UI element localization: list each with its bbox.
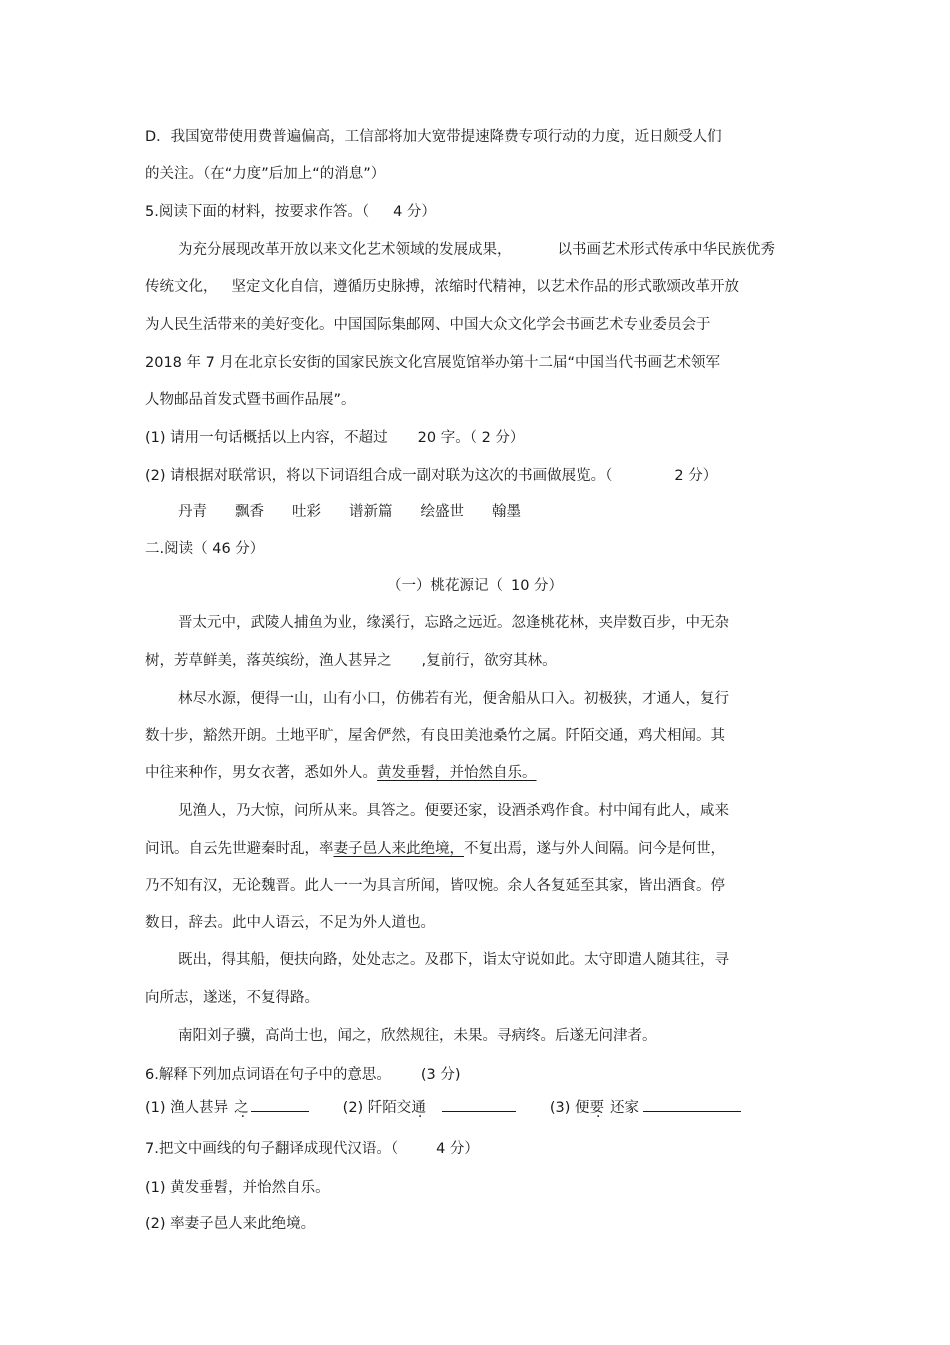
couplet-word: 翰墨 <box>492 504 521 520</box>
q5-sub-question-1: (1) 请用一句话概括以上内容，不超过 20 字。（ 2 分） <box>145 430 525 446</box>
passage-line: 中往来种作，男女衣著，悉如外人。黄发垂髫，并怡然自乐。 <box>145 763 581 783</box>
q5-paragraph-line: 为充分展现改革开放以来文化艺术领域的发展成果， 以书画艺术形式传承中华民族优秀 <box>178 242 775 258</box>
couplet-word: 丹青 <box>178 504 207 520</box>
q5-paragraph-line: 为人民生活带来的美好变化。中国国际集邮网、中国大众文化学会书画艺术专业委员会于 <box>145 317 711 333</box>
passage-line: 问讯。自云先世避秦时乱，率妻子邑人来此绝境，不复出焉，遂与外人间隔。问今是何世， <box>145 841 725 857</box>
answer-blank[interactable] <box>251 1097 309 1112</box>
d-option-line-1: D．我国宽带使用费普遍偏高，工信部将加大宽带提速降费专项行动的力度，近日颇受人们 <box>145 129 722 145</box>
passage-line: 数日，辞去。此中人语云，不足为外人道也。 <box>145 915 435 931</box>
answer-blank[interactable] <box>442 1097 516 1112</box>
d-option-line-2: 的关注。（在“力度”后加上“的消息”） <box>145 166 386 182</box>
passage-line: 乃不知有汉，无论魏晋。此人一一为具言所闻，皆叹惋。余人各复延至其家，皆出酒食。停 <box>145 878 725 894</box>
q5-sub-question-2: (2) 请根据对联常识，将以下词语组合成一副对联为这次的书画做展览。（ 2 分） <box>145 468 718 484</box>
passage-line: 见渔人，乃大惊，问所从来。具答之。便要还家，设酒杀鸡作食。村中闻有此人，咸来 <box>178 803 729 819</box>
couplet-word: 绘盛世 <box>420 504 464 520</box>
question-7-item-1: (1) 黄发垂髫，并怡然自乐。 <box>145 1180 330 1196</box>
question-7-title: 7.把文中画线的句子翻译成现代汉语。（ 4 分） <box>145 1141 479 1157</box>
passage-line: 树，芳草鲜美，落英缤纷，渔人甚异之 ,复前行，欲穷其林。 <box>145 653 557 669</box>
question-6-items: (1) 渔人甚异 之 (2) 阡陌交通 (3) 便要 还家 <box>145 1097 741 1118</box>
section-2-title: 二.阅读（ 46 分） <box>145 541 265 557</box>
passage-line: 向所志，遂迷，不复得路。 <box>145 990 319 1006</box>
passage-line: 数十步，豁然开朗。土地平旷，屋舍俨然，有良田美池桑竹之属。阡陌交通，鸡犬相闻。其 <box>145 728 725 744</box>
passage-line: 晋太元中，武陵人捕鱼为业，缘溪行，忘路之远近。忽逢桃花林，夹岸数百步，中无杂 <box>178 615 729 631</box>
question-5-title: 5.阅读下面的材料，按要求作答。（ 4 分） <box>145 204 436 220</box>
q5-paragraph-line: 2018 年 7 月在北京长安街的国家民族文化宫展览馆举办第十二届“中国当代书画艺术领军 <box>145 355 720 371</box>
answer-blank[interactable] <box>643 1097 741 1112</box>
q5-paragraph-line: 传统文化， 坚定文化自信，遵循历史脉搏，浓缩时代精神，以艺术作品的形式歌颂改革开放 <box>145 279 739 295</box>
passage-line: 林尽水源，便得一山，山有小口，仿佛若有光，便舍船从口入。初极狭，才通人，复行 <box>178 691 729 707</box>
q5-paragraph-line: 人物邮品首发式暨书画作品展”。 <box>145 392 356 408</box>
couplet-word: 谱新篇 <box>349 504 393 520</box>
question-7-item-2: (2) 率妻子邑人来此绝境。 <box>145 1216 316 1232</box>
couplet-word-list <box>178 502 549 522</box>
passage-line: 南阳刘子骥，高尚士也，闻之，欣然规往，未果。寻病终。后遂无问津者。 <box>178 1028 657 1044</box>
question-6-title: 6.解释下列加点词语在句子中的意思。 (3 分) <box>145 1067 461 1083</box>
couplet-word: 飘香 <box>235 504 264 520</box>
couplet-word: 吐彩 <box>292 504 321 520</box>
passage-title: （一）桃花源记（ 10 分） <box>386 578 564 594</box>
underlined-sentence: 妻子邑人来此绝境， <box>333 841 464 857</box>
underlined-sentence: 黄发垂髫，并怡然自乐。 <box>377 765 537 781</box>
passage-line: 既出，得其船，便扶向路，处处志之。及郡下，诣太守说如此。太守即遣人随其往，寻 <box>178 952 729 968</box>
